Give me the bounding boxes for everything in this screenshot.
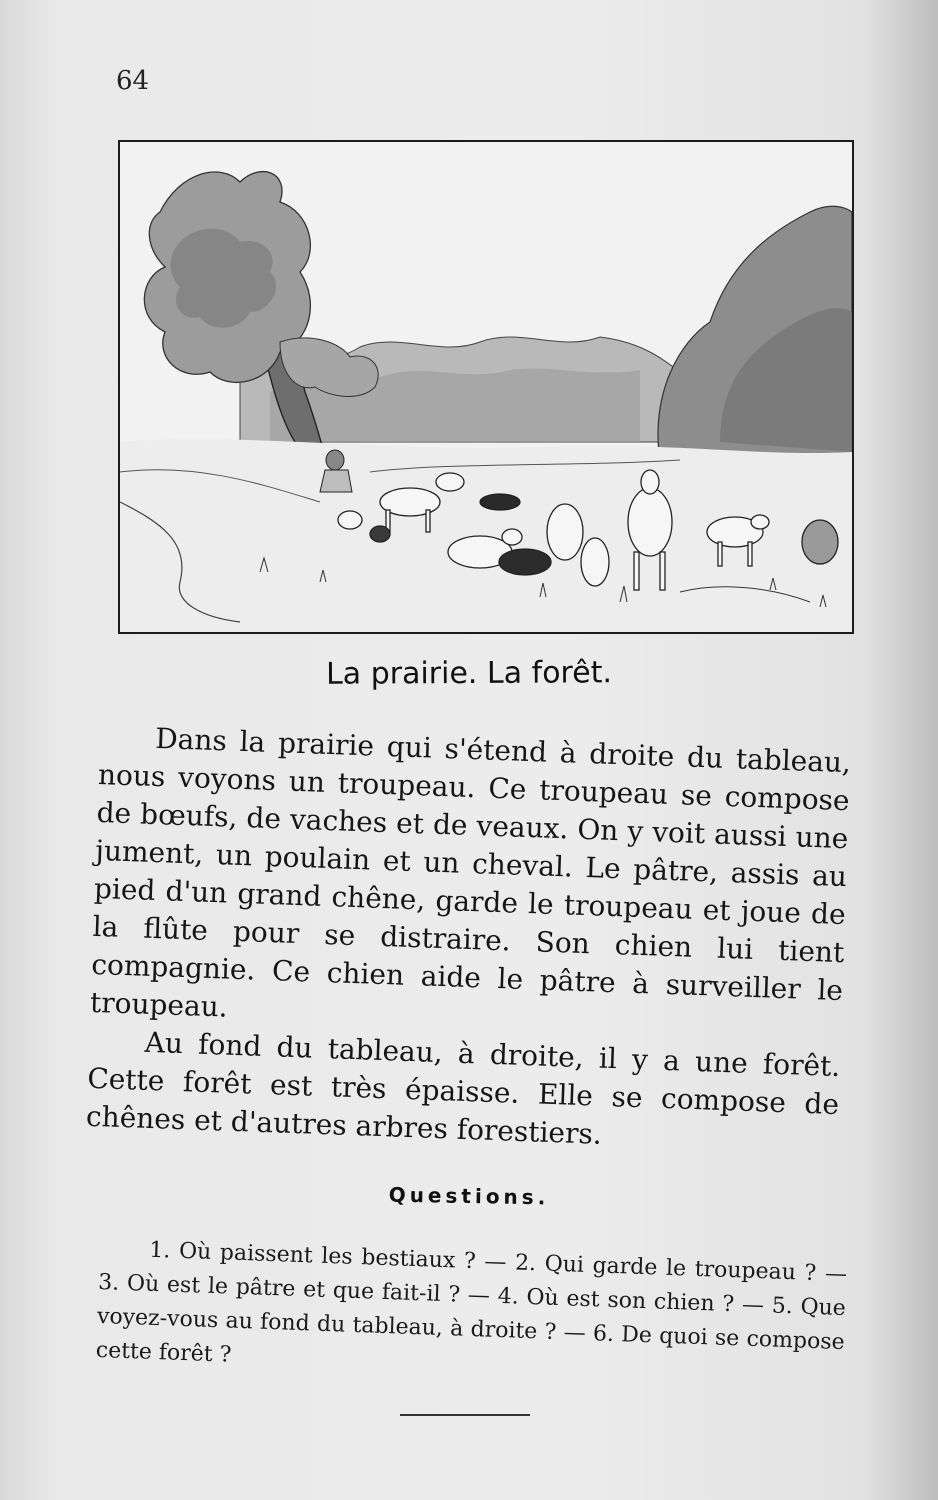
illustration-drawing [120, 142, 852, 632]
paragraph-prairie: Dans la prairie qui s'étend à droite du tableau, nous voyons un troupeau. Ce troupeau se compose de bœufs, de vaches et de veaux. On y voit aussi une jument, un poulain et un cheval. Le pâtre, assis au pied d'un grand chêne, garde le troupeau et joue de la flûte pour se distraire. Son chien lui tient compagnie. Ce chien aide le pâtre à surveiller le troupeau. [89, 721, 852, 1024]
illustration-caption: La prairie. La forêt. [325, 655, 613, 692]
page-number: 64 [116, 66, 150, 96]
questions-heading: Questions. [388, 1182, 550, 1210]
lesson-text [85, 718, 851, 1162]
paragraph-foret: Au fond du tableau, à droite, il y a une forêt. Cette forêt est très épaisse. Elle se compose de chênes et d'autres arbres forestiers. [85, 1025, 841, 1151]
end-divider [400, 1414, 530, 1416]
pastoral-landscape-illustration [118, 140, 854, 634]
questions-list: 1. Où paissent les bestiaux ? — 2. Qui garde le troupeau ? — 3. Où est le pâtre et que fait-il ? — 4. Où est son chien ? — 5. Que voyez-vous au fond du tableau, à droite ? — 6. De quoi se compose cette forêt ? [95, 1237, 848, 1368]
